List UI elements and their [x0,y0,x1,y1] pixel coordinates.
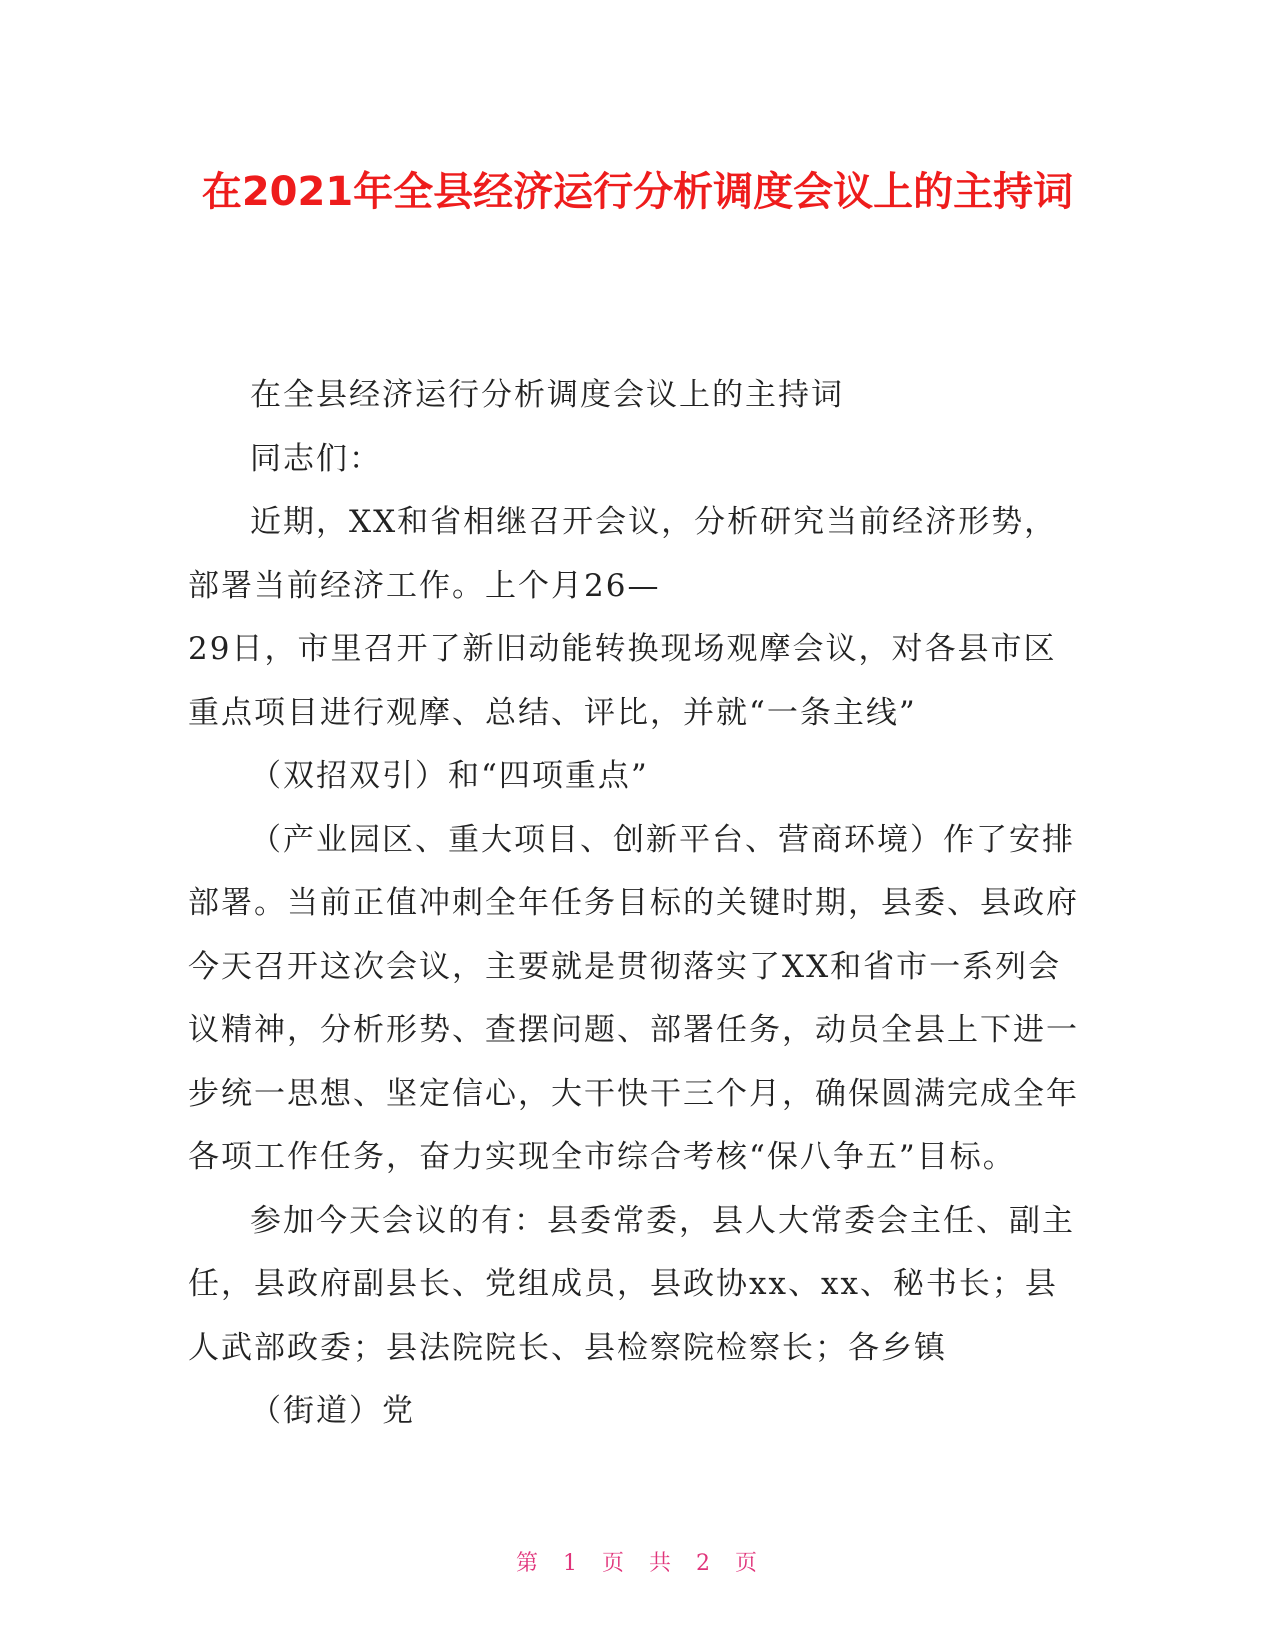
paragraph: （街道）党 [250,1393,415,1429]
footer-label-page: 第 [515,1551,540,1576]
paragraph: （产业园区、重大项目、创新平台、营商环境）作了安排部署。当前正值冲刺全年任务目标的关键时期，县委、县政府今天召开这次会议，主要就是贯彻落实了XX和省市一系列会议精神，分析形势、查摆问题、部署任务，动员全县上下进一步统一思想、坚定信心，大干快干三个月，确保圆满完成全年各项工作任务，奋力实现全市综合考核“保八争五”目标。 [188,821,1079,1175]
footer-label-total: 共 [649,1551,674,1576]
paragraph: （双招双引）和“四项重点” [250,758,649,794]
paragraph: 29日，市里召开了新旧动能转换现场观摩会议，对各县市区重点项目进行观摩、总结、评比，并就“一条主线” [188,631,1057,731]
paragraph-salutation: 同志们： [250,440,382,477]
footer-label-page-unit: 页 [601,1551,626,1576]
document-title: 在2021年全县经济运行分析调度会议上的主持词 [201,169,1074,215]
paragraph-heading: 在全县经济运行分析调度会议上的主持词 [250,377,844,413]
footer-total-pages: 2 [696,1551,713,1576]
footer-current-page: 1 [562,1551,579,1576]
paragraph: 参加今天会议的有：县委常委，县人大常委会主任、副主任，县政府副县长、党组成员，县政协xx、xx、秘书长；县人武部政委；县法院院长、县检察院检察长；各乡镇 [188,1202,1075,1366]
footer-label-total-unit: 页 [735,1551,760,1576]
paragraph: 近期，XX和省相继召开会议，分析研究当前经济形势，部署当前经济工作。上个月26— [188,504,1058,604]
page-footer [0,1546,1275,1577]
document-body [188,364,1088,1444]
